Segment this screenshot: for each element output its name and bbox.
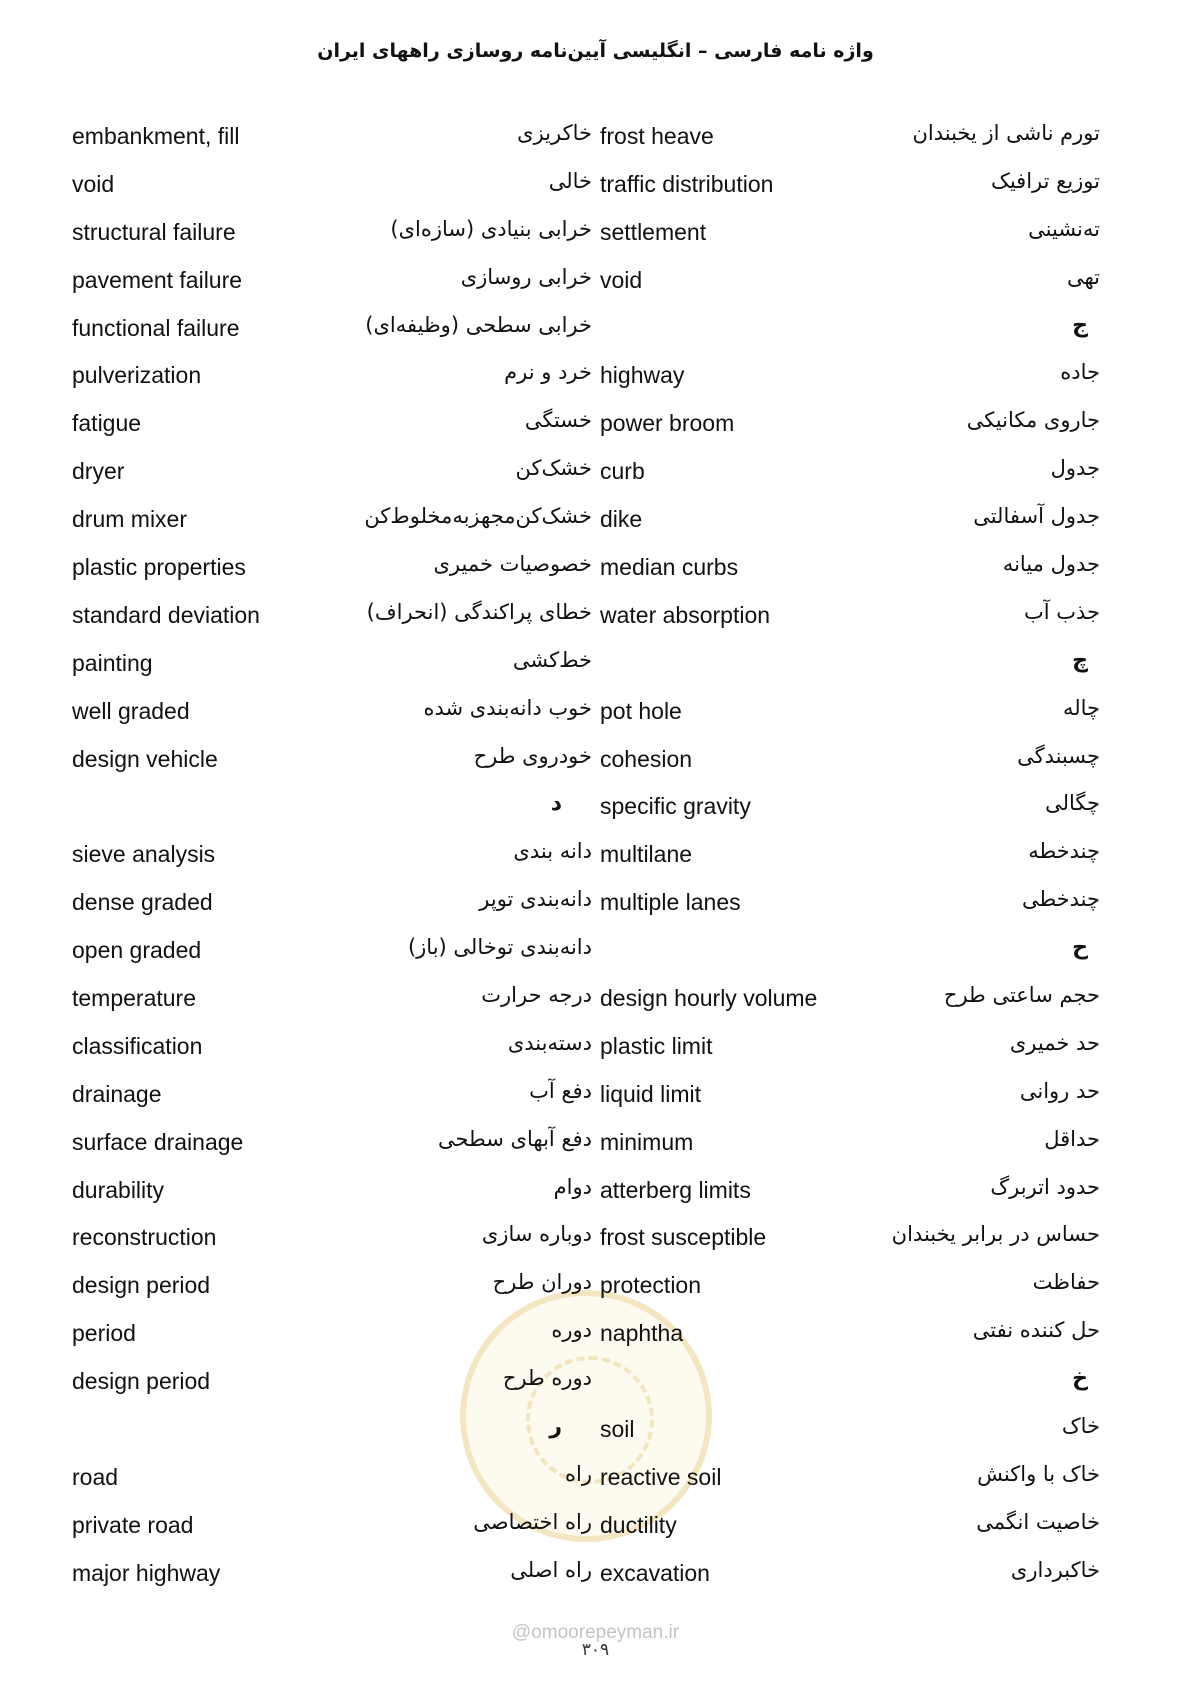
persian-term: چندخطی [1021,887,1100,912]
persian-term: چاله [1062,695,1100,720]
english-term: void [600,266,643,293]
persian-term: حل کننده نفتی [972,1318,1100,1343]
glossary-entry [72,929,592,977]
english-term: protection [600,1272,702,1299]
english-term: design hourly volume [600,985,818,1012]
persian-term: دوره طرح [502,1366,592,1391]
persian-term: چگالی [1045,791,1100,816]
persian-term: تورم ناشی از یخبندان [912,121,1100,145]
glossary-entry [600,738,1100,786]
glossary-entry [72,163,592,211]
glossary-entry [72,354,592,402]
english-term: functional failure [72,314,240,341]
english-term: plastic properties [72,554,246,581]
english-term: design vehicle [72,745,218,772]
glossary-entry [72,1169,592,1217]
english-term: temperature [72,985,197,1012]
glossary-column-right [600,115,1100,1600]
glossary-entry [600,1169,1100,1217]
english-term: frost heave [600,123,714,149]
persian-term: ته‌نشینی [1028,216,1100,241]
persian-term: دسته‌بندی [507,1030,592,1055]
glossary-entry [600,1264,1100,1312]
glossary-column-left [72,115,592,1600]
glossary-entry [72,1025,592,1073]
english-term: standard deviation [72,601,260,628]
glossary-entry [600,1312,1100,1360]
english-term: highway [600,362,685,389]
persian-term: خالی [548,168,592,193]
persian-term: دوباره سازی [481,1222,592,1247]
persian-term: خستگی [524,408,592,433]
persian-term: خودروی طرح [473,743,592,768]
persian-term: درجه حرارت [481,983,592,1008]
section-letter: ح [1072,935,1088,961]
glossary-entry [600,594,1100,642]
page-title: واژه نامه فارسی – انگلیسی آیین‌نامه روسازی راههای ایران [317,40,874,62]
glossary-entry [600,402,1100,450]
persian-term: جاده [1060,360,1100,385]
section-letter-row [72,1408,592,1456]
glossary-entry [600,785,1100,833]
english-term: atterberg limits [600,1176,751,1203]
english-term: pavement failure [72,266,243,293]
glossary-entry [600,690,1100,738]
glossary-entry [600,354,1100,402]
glossary-entry [72,211,592,259]
persian-term: حجم ساعتی طرح [943,983,1100,1008]
glossary-entry [600,115,1100,163]
english-term: minimum [600,1128,694,1155]
english-term: design period [72,1368,211,1395]
glossary-entry [600,977,1100,1025]
glossary-entry [72,1121,592,1169]
persian-term: دانه‌بندی توپر [479,887,592,912]
english-term: reactive soil [600,1463,722,1490]
section-letter: ر [549,1414,562,1440]
glossary-entry [72,259,592,307]
section-letter-row [600,642,1100,690]
glossary-entry [72,977,592,1025]
english-term: specific gravity [600,793,751,820]
section-letter-row [600,307,1100,355]
glossary-entry [600,1025,1100,1073]
persian-term: خاکبرداری [1010,1557,1100,1582]
glossary-entry [600,259,1100,307]
section-letter: ج [1072,312,1088,338]
glossary-entry [72,594,592,642]
glossary-entry [72,1073,592,1121]
glossary-entry [72,833,592,881]
glossary-entry [600,211,1100,259]
glossary-entry [72,738,592,786]
english-term: durability [72,1176,165,1203]
english-term: multilane [600,841,693,868]
persian-term: توزیع ترافیک [991,168,1100,193]
persian-term: جدول [1050,456,1100,481]
persian-term: دوام [553,1174,592,1199]
english-term: well graded [72,697,190,724]
english-term: open graded [72,937,202,964]
glossary-entry [600,1121,1100,1169]
english-term: median curbs [600,554,739,581]
persian-term: دوران طرح [492,1270,592,1295]
english-term: liquid limit [600,1080,701,1107]
section-letter: چ [1072,647,1088,673]
english-term: design period [72,1272,211,1299]
persian-term: جاروی مکانیکی [966,408,1100,433]
glossary-entry [72,546,592,594]
english-term: power broom [600,410,735,437]
english-term: water absorption [600,601,771,628]
glossary-entry [72,1504,592,1552]
persian-term: خصوصیات خمیری [433,552,592,577]
english-term: period [72,1320,136,1347]
glossary-entry [600,450,1100,498]
glossary-entry [600,833,1100,881]
section-letter-row [600,1360,1100,1408]
persian-term: حفاظت [1032,1270,1100,1295]
english-term: private road [72,1511,194,1538]
english-term: dense graded [72,889,213,916]
glossary-entry [72,1552,592,1600]
english-term: ductility [600,1511,677,1538]
persian-term: حساس در برابر یخبندان [891,1222,1100,1247]
english-term: dryer [72,458,125,485]
persian-term: خرابی روسازی [460,264,592,289]
english-term: settlement [600,218,707,245]
english-term: drum mixer [72,506,188,533]
glossary-entry [600,881,1100,929]
persian-term: جدول آسفالتی [973,504,1100,529]
persian-term: راه اصلی [510,1557,592,1582]
english-term: naphtha [600,1320,684,1347]
english-term: reconstruction [72,1224,217,1251]
persian-term: خط‌کشی [512,647,592,672]
english-term: major highway [72,1559,221,1586]
persian-term: خطای پراکندگی (انحراف) [366,599,592,624]
english-term: excavation [600,1559,710,1586]
persian-term: حداقل [1044,1126,1100,1151]
persian-term: خاکریزی [517,121,592,145]
persian-term: خاک [1061,1414,1100,1439]
persian-term: خرد و نرم [504,360,592,385]
english-term: drainage [72,1080,162,1107]
glossary-entry [72,642,592,690]
glossary-entry [72,307,592,355]
english-term: classification [72,1032,203,1059]
persian-term: راه [565,1461,592,1486]
persian-term: دفع آب [529,1078,592,1103]
glossary-entry [72,115,592,163]
english-term: painting [72,649,153,676]
persian-term: حد خمیری [1009,1030,1100,1055]
english-term: curb [600,458,645,485]
section-letter-row [600,929,1100,977]
english-term: sieve analysis [72,841,216,868]
persian-term: تهی [1066,264,1100,289]
glossary-entry [600,1216,1100,1264]
glossary-entry [72,1360,592,1408]
english-term: traffic distribution [600,170,774,197]
persian-term: خاک با واکنش [977,1461,1100,1486]
english-term: road [72,1463,119,1490]
section-letter: د [550,791,562,817]
persian-term: دفع آبهای سطحی [438,1126,592,1151]
persian-term: چسبندگی [1017,743,1100,768]
glossary-entry [600,1408,1100,1456]
persian-term: خرابی سطحی (وظیفه‌ای) [365,312,592,337]
english-term: fatigue [72,410,142,437]
persian-term: دانه‌بندی توخالی (باز) [407,935,592,960]
glossary-entry [600,546,1100,594]
glossary-entry [72,1456,592,1504]
glossary-entry [72,402,592,450]
glossary-entry [600,1456,1100,1504]
glossary-entry [72,690,592,738]
glossary-entry [600,1073,1100,1121]
english-term: cohesion [600,745,693,772]
glossary-entry [72,1264,592,1312]
glossary-entry [600,163,1100,211]
persian-term: حد روانی [1019,1078,1100,1103]
english-term: frost susceptible [600,1224,767,1251]
english-term: void [72,170,115,197]
glossary-entry [600,1552,1100,1600]
page-number: ۳۰۹ [581,1640,610,1660]
glossary-entry [72,450,592,498]
persian-term: خشک‌کن [515,456,592,481]
glossary-entry [600,498,1100,546]
glossary-entry [600,1504,1100,1552]
section-letter: خ [1072,1366,1088,1392]
glossary-entry [72,1216,592,1264]
english-term: multiple lanes [600,889,741,916]
persian-term: خرابی بنیادی (سازه‌ای) [390,216,592,241]
persian-term: جذب آب [1023,599,1100,624]
glossary-entry [72,881,592,929]
persian-term: راه اختصاصی [473,1509,592,1534]
english-term: embankment, fill [72,123,240,149]
persian-term: چندخطه [1028,839,1100,864]
persian-term: خوب دانه‌بندی شده [423,695,592,720]
english-term: pot hole [600,697,682,724]
english-term: dike [600,506,643,533]
section-letter-row [72,785,592,833]
glossary-entry [72,1312,592,1360]
english-term: structural failure [72,218,236,245]
persian-term: دانه بندی [513,839,592,864]
glossary-entry [72,498,592,546]
persian-term: دوره [551,1318,592,1343]
english-term: soil [600,1416,635,1443]
english-term: plastic limit [600,1032,713,1059]
english-term: surface drainage [72,1128,244,1155]
persian-term: حدود اتربرگ [990,1174,1100,1199]
persian-term: جدول میانه [1002,552,1100,577]
site-watermark: @omoorepeyman.ir [511,1622,680,1643]
persian-term: خاصیت انگمی [976,1509,1100,1534]
persian-term: خشک‌کن‌مجهزبه‌مخلوط‌کن [364,504,592,529]
english-term: pulverization [72,362,202,389]
